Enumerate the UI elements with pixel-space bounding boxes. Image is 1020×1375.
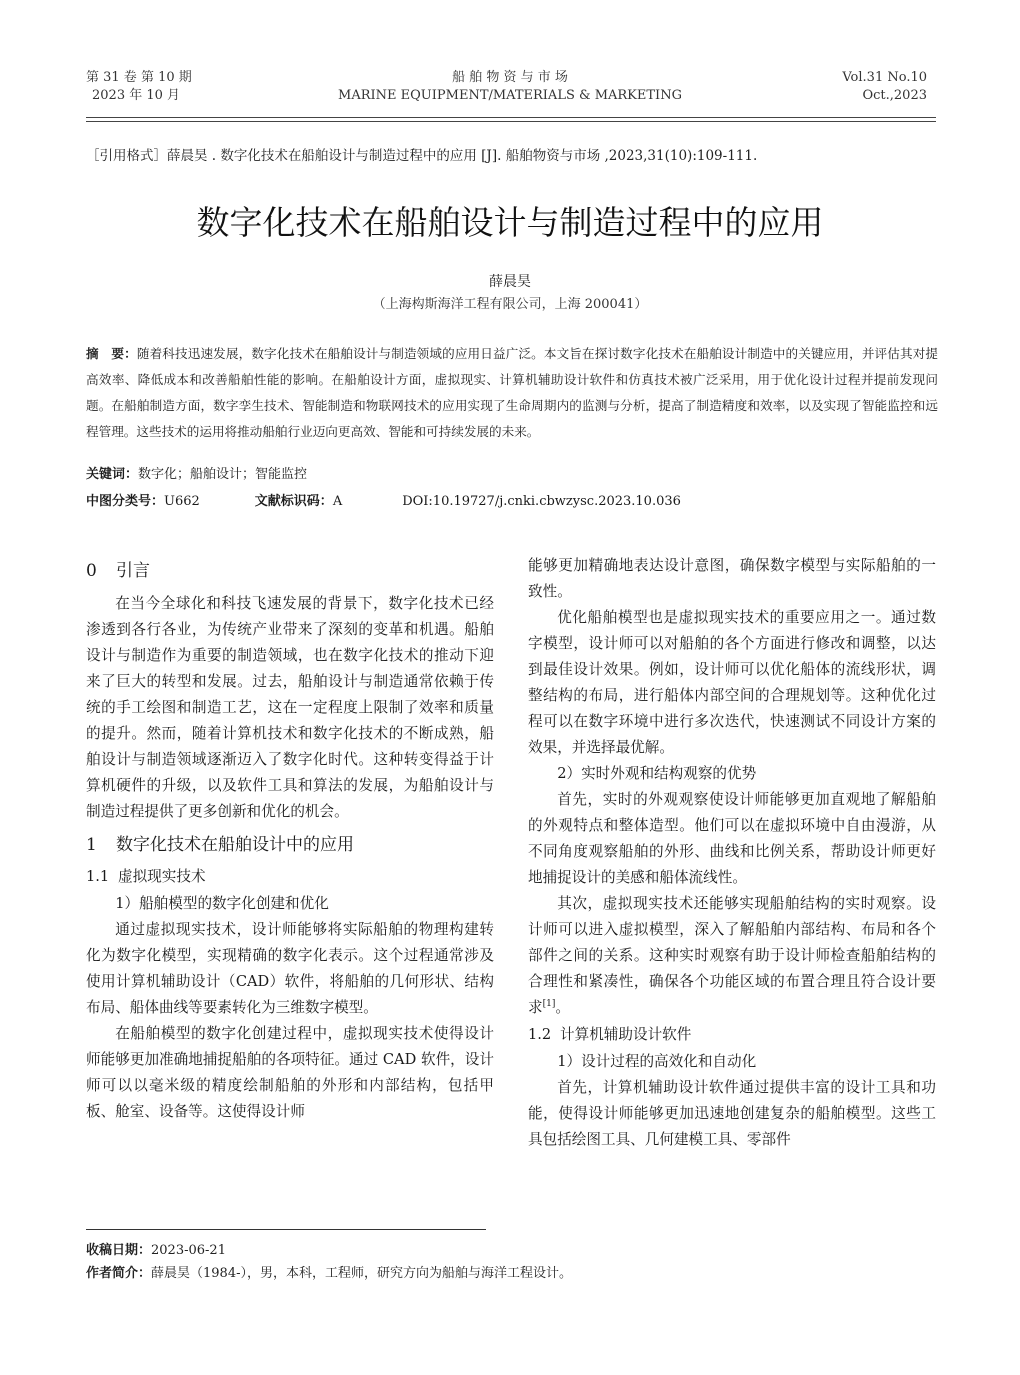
- paragraph: [528, 891, 936, 1021]
- sub-item-heading: 1）船舶模型的数字化创建和优化: [115, 895, 329, 912]
- journal-name-en: MARINE EQUIPMENT/MATERIALS & MARKETING: [338, 88, 682, 103]
- paragraph: 首先，实时的外观观察使设计师能够更加直观地了解船舶的外观特点和整体造型。他们可以在虚拟环境中自由漫游，从不同角度观察船舶的外形、曲线和比例关系，帮助设计师更好地捕捉设计的美感和船体流线性。: [528, 791, 936, 886]
- reference-marker: [1]: [542, 999, 556, 1010]
- author-bio-text: 薛晨昊（1984-），男，本科，工程师，研究方向为船舶与海洋工程设计。: [151, 1266, 572, 1281]
- subsection-heading-1-1: [86, 865, 494, 889]
- keywords-label: 关键词：: [86, 467, 139, 482]
- author-affiliation: （上海构斯海洋工程有限公司，上海 200041）: [372, 297, 648, 312]
- citation-format: [86, 147, 936, 165]
- issue-volume: 第 31 卷 第 10 期: [86, 70, 192, 85]
- section-heading-0: [86, 559, 494, 583]
- author-bio-label: 作者简介：: [86, 1266, 152, 1281]
- keywords-text: 数字化；船舶设计；智能监控: [138, 467, 308, 482]
- issue-volume-en: Vol.31 No.10: [842, 70, 927, 85]
- received-label: 收稿日期：: [86, 1243, 152, 1258]
- subsection-title: 计算机辅助设计软件: [560, 1026, 692, 1043]
- subsection-title: 虚拟现实技术: [118, 868, 206, 885]
- doi: DOI:10.19727/j.cnki.cbwzysc.2023.10.036: [402, 494, 681, 509]
- footnote-rule: [86, 1229, 486, 1230]
- doc-code-label: 文献标识码：: [254, 494, 333, 509]
- paragraph: 能够更加精确地表达设计意图，确保数字模型与实际船舶的一致性。: [528, 557, 936, 600]
- sub-item-heading: 2）实时外观和结构观察的优势: [557, 765, 757, 782]
- section-number: 1: [86, 835, 97, 855]
- body-left-column: [86, 555, 494, 1125]
- paragraph: 优化船舶模型也是虚拟现实技术的重要应用之一。通过数字模型，设计师可以对船舶的各个方面进行修改和调整，以达到最佳设计效果。例如，设计师可以优化船体的流线形状，调整结构的布局，进行船体内部空间的合理规划等。这种优化过程可以在数字环境中进行多次迭代，快速测试不同设计方案的效果，并选择最优解。: [528, 609, 936, 756]
- classification-line: [86, 492, 681, 512]
- subsection-heading-1-2: [528, 1023, 936, 1047]
- paper-title: 数字化技术在船舶设计与制造过程中的应用: [196, 203, 824, 242]
- abstract-label: 摘 要：: [86, 346, 137, 361]
- header-rule-thin: [86, 121, 936, 122]
- author-name: 薛晨昊: [489, 274, 531, 290]
- subsection-number: 1.2: [528, 1026, 552, 1043]
- paragraph: 在船舶模型的数字化创建过程中，虚拟现实技术使得设计师能够更加准确地捕捉船舶的各项特征。通过 CAD 软件，设计师可以以毫米级的精度绘制船舶的外形和内部结构，包括甲板、舱室、设备等。这使得设计师: [86, 1025, 494, 1120]
- author-bio: [86, 1264, 572, 1284]
- paragraph: 首先，计算机辅助设计软件通过提供丰富的设计工具和功能，使得设计师能够更加迅速地创建复杂的船舶模型。这些工具包括绘图工具、几何建模工具、零部件: [528, 1079, 936, 1148]
- clc-value: U662: [164, 494, 200, 509]
- citation-label: ［引用格式］: [86, 148, 167, 164]
- paragraph-text: 其次，虚拟现实技术还能够实现船舶结构的实时观察。设计师可以进入虚拟模型，深入了解船舶内部结构、布局和各个部件之间的关系。这种实时观察有助于设计师检查船舶结构的合理性和紧凑性，确保各个功能区域的布置合理且符合设计要求: [528, 895, 936, 1016]
- received-value: 2023-06-21: [151, 1243, 226, 1258]
- citation-text: 薛晨昊 . 数字化技术在船舶设计与制造过程中的应用 [J]. 船舶物资与市场 ,2023,31(10):109-111.: [167, 148, 758, 164]
- clc-label: 中图分类号：: [86, 494, 165, 509]
- received-date: [86, 1241, 226, 1261]
- journal-name-cn: 船 舶 物 资 与 市 场: [452, 70, 568, 85]
- section-heading-1: [86, 833, 494, 857]
- issue-date: 2023 年 10 月: [92, 88, 181, 103]
- doc-code-value: A: [332, 494, 343, 509]
- journal-issue-en: [842, 69, 927, 105]
- keywords: [86, 465, 307, 485]
- subsection-number: 1.1: [86, 868, 110, 885]
- abstract-text: 随着科技迅速发展，数字化技术在船舶设计与制造领域的应用日益广泛。本文旨在探讨数字化技术在船舶设计制造中的关键应用，并评估其对提高效率、降低成本和改善船舶性能的影响。在船舶设计方面，虚拟现实、计算机辅助设计软件和仿真技术被广泛采用，用于优化设计过程并提前发现问题。在船舶制造方面，数字孪生技术、智能制造和物联网技术的应用实现了生命周期内的监测与分析，提高了制造精度和效率，以及实现了智能监控和远程管理。这些技术的运用将推动船舶行业迈向更高效、智能和可持续发展的未来。: [86, 346, 939, 439]
- abstract: [86, 341, 938, 445]
- issue-date-en: Oct.,2023: [862, 88, 927, 103]
- paragraph-end: 。: [555, 999, 570, 1016]
- body-right-column: [528, 553, 936, 1153]
- section-title: 引言: [116, 561, 150, 581]
- header-rule-thick: [86, 117, 936, 118]
- sub-item-heading: 1）设计过程的高效化和自动化: [557, 1053, 757, 1070]
- paragraph: 在当今全球化和科技飞速发展的背景下，数字化技术已经渗透到各行各业，为传统产业带来了深刻的变革和机遇。船舶设计与制造作为重要的制造领域，也在数字化技术的推动下迎来了巨大的转型和发展。过去，船舶设计与制造通常依赖于传统的手工绘图和制造工艺，这在一定程度上限制了效率和质量的提升。然而，随着计算机技术和数字化技术的不断成熟，船舶设计与制造领域逐渐迈入了数字化时代。这种转变得益于计算机硬件的升级，以及软件工具和算法的发展，为船舶设计与制造过程提供了更多创新和优化的机会。: [86, 595, 494, 820]
- section-title: 数字化技术在船舶设计中的应用: [116, 835, 354, 855]
- section-number: 0: [86, 561, 97, 581]
- paragraph: 通过虚拟现实技术，设计师能够将实际船舶的物理构建转化为数字化模型，实现精确的数字化表示。这个过程通常涉及使用计算机辅助设计（CAD）软件，将船舶的几何形状、结构布局、船体曲线等要素转化为三维数字模型。: [86, 921, 494, 1016]
